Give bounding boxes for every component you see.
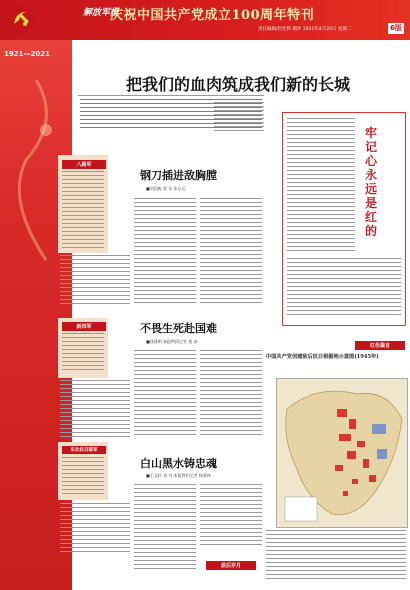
ribbon-ornament-icon xyxy=(6,70,66,270)
section-text-2b xyxy=(134,350,196,438)
page-headline: 把我们的血肉筑成我们新的长城 xyxy=(125,75,350,94)
right-column-tag: 红色箴言 xyxy=(355,341,405,350)
section-tag-3: 东北抗日联军 xyxy=(62,446,106,454)
section-byline-2: ■钱建明 本报特约记者 贾 真 xyxy=(146,339,198,344)
section-title-1: 钢刀插进敌胸膛 xyxy=(140,169,217,182)
page-number: 6版 xyxy=(388,23,404,34)
section-text-2a xyxy=(60,380,130,440)
section-text-3b xyxy=(134,484,196,572)
quote-text-bottom xyxy=(287,258,401,318)
section-byline-1: ■刘国栋 贾 军 张京运 xyxy=(146,186,186,191)
section-byline-3: ■王文轩 刘 丹 本报特约记者 杨春林 xyxy=(146,473,211,478)
section-text-3a xyxy=(60,503,130,553)
ribbon-dates: 1921—2021 xyxy=(4,50,50,58)
paper-name: 解放军报 xyxy=(83,8,120,18)
party-emblem-icon xyxy=(6,4,36,34)
divider xyxy=(78,95,264,96)
section-text-1a xyxy=(60,255,130,305)
section-tag-2: 新四军 xyxy=(62,322,106,331)
section-title-3: 白山黑水铸忠魂 xyxy=(140,457,217,470)
map-notes xyxy=(266,530,406,582)
intro-side-text xyxy=(214,102,264,132)
sidebar-text-3 xyxy=(62,457,104,497)
china-map-icon xyxy=(277,379,407,527)
section-title-2: 不畏生死赴国难 xyxy=(140,322,217,335)
quote-text-left xyxy=(287,118,355,253)
sidebar-text-1 xyxy=(62,171,104,249)
section-text-1c xyxy=(200,198,262,304)
base-area-map xyxy=(276,378,408,528)
section-text-2c xyxy=(200,350,262,438)
section-tag-1: 八路军 xyxy=(62,160,106,169)
masthead xyxy=(0,0,410,40)
section-text-1b xyxy=(134,198,196,304)
banner-title: 庆祝中国共产党成立100周年特刊 xyxy=(110,8,315,23)
credits: 图片设计：刘 云 向晓光 制 版：杨冬明 xyxy=(82,556,125,567)
map-caption: 中国共产党创建敌后抗日根据地示意图(1945年) xyxy=(266,354,379,360)
sidebar-text-2 xyxy=(62,333,104,373)
quote-title: 牢记心永远是红的 xyxy=(364,126,377,238)
footer-tag: 敌后岁月 xyxy=(206,561,256,570)
section-text-3c xyxy=(200,484,262,546)
issue-info: 责任编辑/赵宏铁 制作 2021年4月20日 星期二 xyxy=(258,27,352,32)
